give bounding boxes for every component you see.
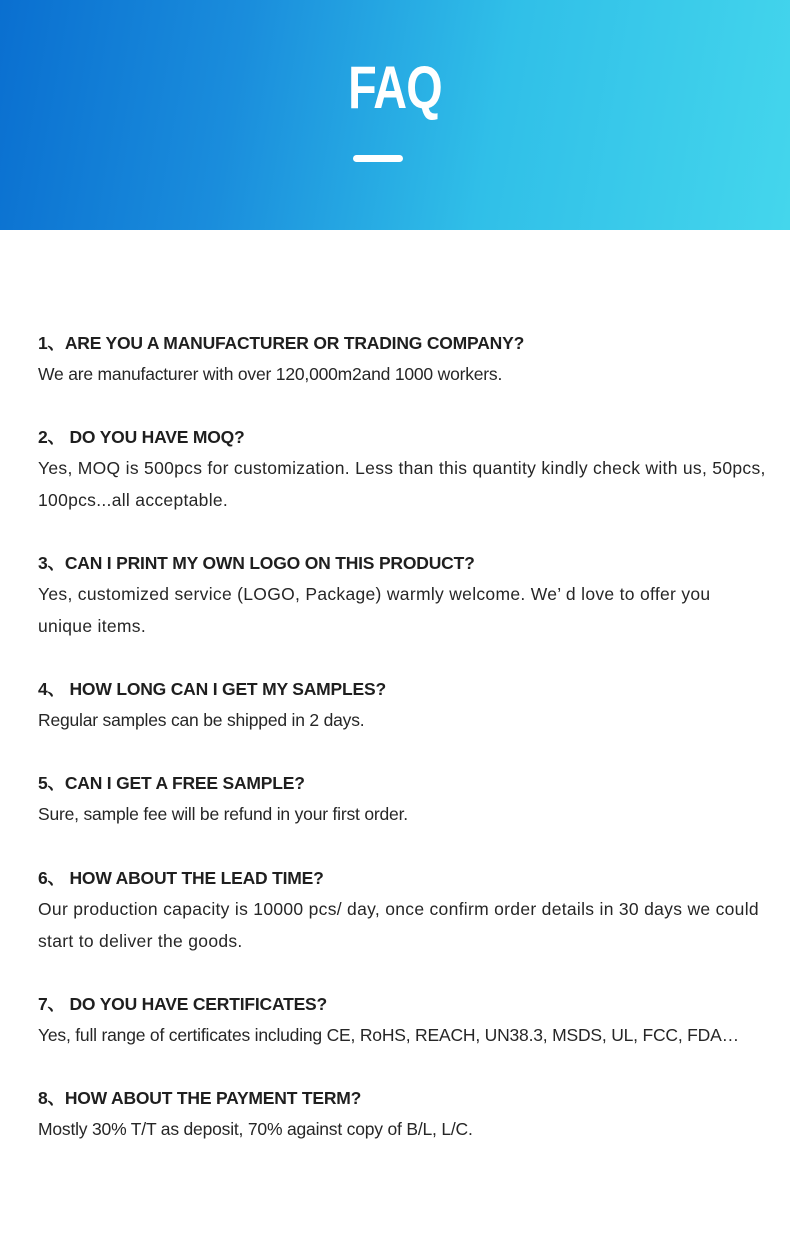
faq-answer: Regular samples can be shipped in 2 days. bbox=[38, 710, 365, 730]
faq-banner bbox=[0, 0, 790, 230]
faq-item-6 bbox=[38, 865, 768, 991]
faq-question: 1、ARE YOU A MANUFACTURER OR TRADING COMPANY? bbox=[38, 333, 525, 353]
page-title: FAQ bbox=[348, 54, 442, 121]
faq-item-2 bbox=[38, 424, 768, 550]
faq-question: 5、CAN I GET A FREE SAMPLE? bbox=[38, 773, 305, 793]
title-divider bbox=[353, 155, 403, 162]
faq-item-4 bbox=[38, 676, 768, 770]
faq-question: 7、 DO YOU HAVE CERTIFICATES? bbox=[38, 994, 328, 1014]
faq-item-5 bbox=[38, 770, 768, 865]
faq-item-7 bbox=[38, 991, 768, 1085]
faq-question: 6、 HOW ABOUT THE LEAD TIME? bbox=[38, 868, 324, 888]
faq-answer: Sure, sample fee will be refund in your first order. bbox=[38, 804, 408, 824]
faq-answer: Yes, MOQ is 500pcs for customization. Less than this quantity kindly check with us, 50pcs, 100pcs...all acceptable. bbox=[38, 458, 766, 510]
faq-answer: Yes, customized service (LOGO, Package) warmly welcome. We’ d love to offer you unique items. bbox=[38, 584, 711, 636]
faq-item-8 bbox=[38, 1085, 768, 1179]
faq-item-1 bbox=[38, 330, 768, 424]
faq-question: 4、 HOW LONG CAN I GET MY SAMPLES? bbox=[38, 679, 386, 699]
faq-question: 8、HOW ABOUT THE PAYMENT TERM? bbox=[38, 1088, 362, 1108]
faq-answer: Mostly 30% T/T as deposit, 70% against copy of B/L, L/C. bbox=[38, 1119, 473, 1139]
faq-question: 3、CAN I PRINT MY OWN LOGO ON THIS PRODUCT? bbox=[38, 553, 475, 573]
faq-answer: Our production capacity is 10000 pcs/ day, once confirm order details in 30 days we could start to deliver the goods. bbox=[38, 899, 759, 951]
faq-item-3 bbox=[38, 550, 768, 676]
faq-list bbox=[38, 330, 768, 1179]
faq-answer: We are manufacturer with over 120,000m2and 1000 workers. bbox=[38, 364, 503, 384]
faq-question: 2、 DO YOU HAVE MOQ? bbox=[38, 427, 245, 447]
faq-answer: Yes, full range of certificates including CE, RoHS, REACH, UN38.3, MSDS, UL, FCC, FDA… bbox=[38, 1025, 739, 1045]
